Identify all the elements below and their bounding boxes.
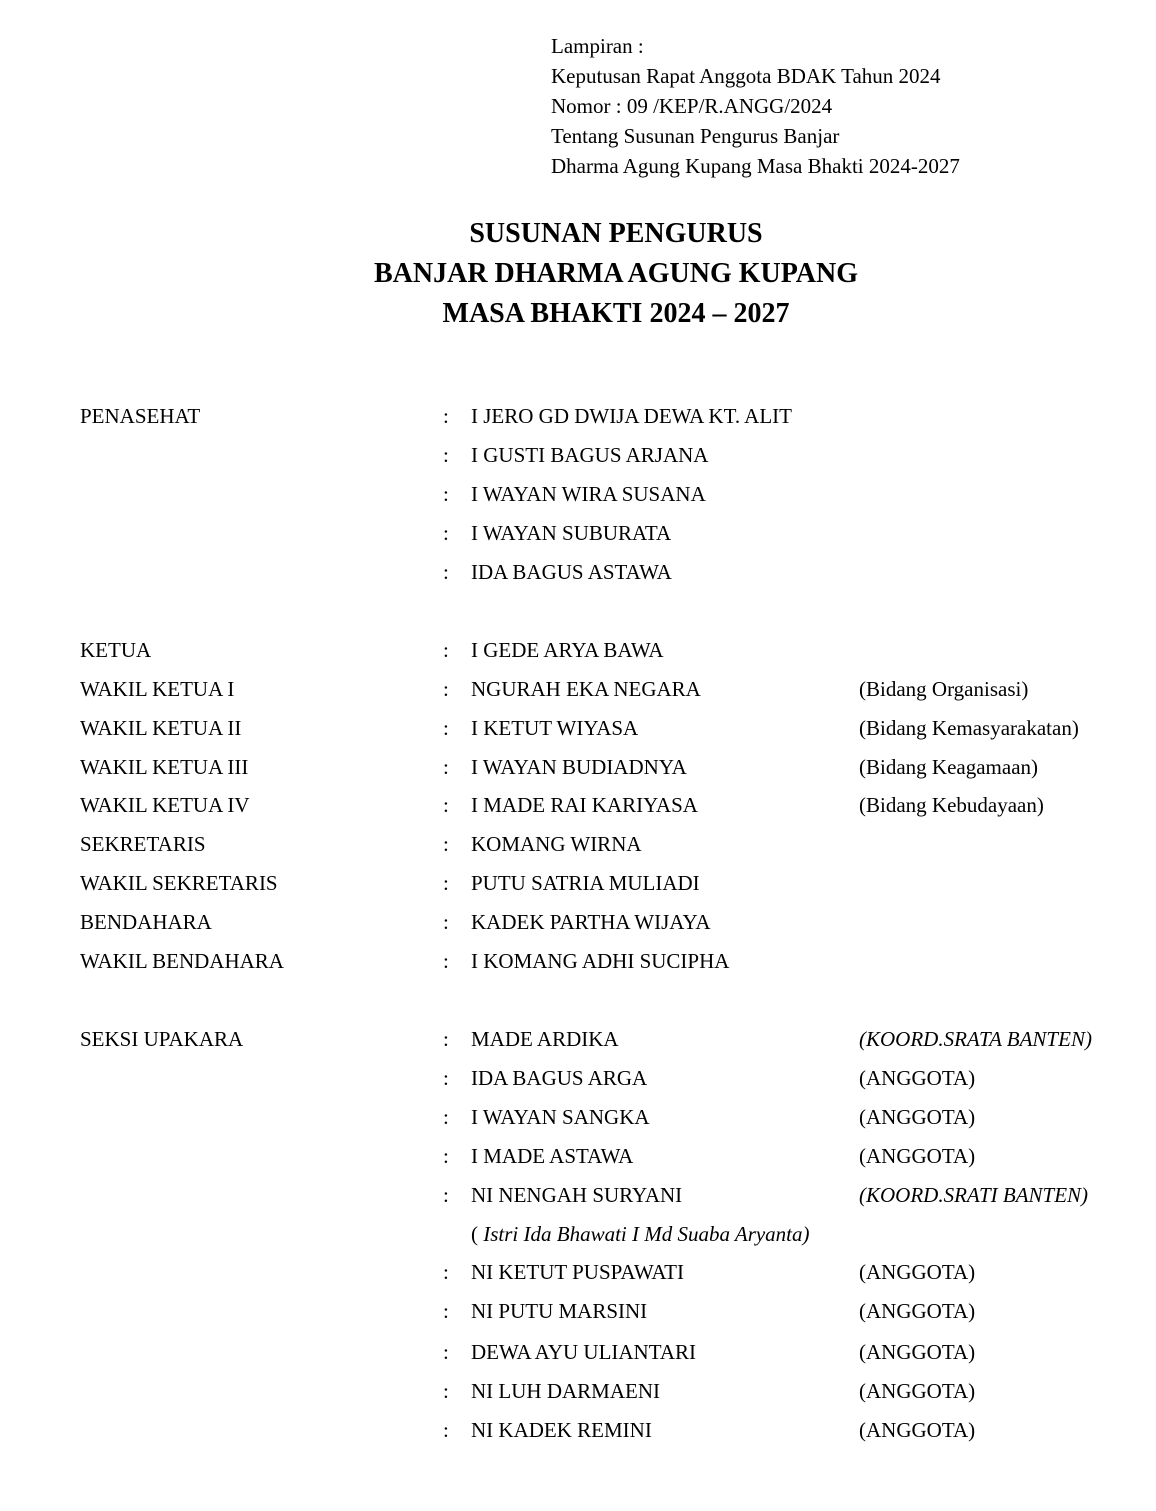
role-label: WAKIL KETUA II [80,716,242,740]
member-note: (ANGGOTA) [859,1260,976,1284]
seksi-upakara-row [0,1337,1156,1367]
member-name: I MADE RAI KARIYASA [471,793,698,817]
penasehat-row [0,557,1156,587]
title-line-1: SUSUNAN PENGURUS [469,218,763,249]
member-name: I WAYAN SANGKA [471,1105,650,1129]
colon-separator: : [443,871,449,895]
lampiran-subject-line1: Tentang Susunan Pengurus Banjar [551,124,840,148]
member-name: NGURAH EKA NEGARA [471,677,701,701]
member-name: KADEK PARTHA WIJAYA [471,910,711,934]
pengurus-row [0,635,1156,665]
member-note: (ANGGOTA) [859,1340,976,1364]
pengurus-row [0,713,1156,743]
seksi-upakara-row [0,1102,1156,1132]
member-name: I JERO GD DWIJA DEWA KT. ALIT [471,404,792,428]
member-name: I KOMANG ADHI SUCIPHA [471,949,730,973]
role-label: WAKIL BENDAHARA [80,949,284,973]
lampiran-decision: Keputusan Rapat Anggota BDAK Tahun 2024 [551,64,941,88]
member-name: I KETUT WIYASA [471,716,639,740]
pengurus-row [0,907,1156,937]
role-label: WAKIL SEKRETARIS [80,871,278,895]
member-note: (ANGGOTA) [859,1105,976,1129]
lampiran-heading: Lampiran : [551,34,644,58]
member-name: I GEDE ARYA BAWA [471,638,664,662]
member-note: (ANGGOTA) [859,1299,976,1323]
member-remark-row [0,1219,1156,1249]
pengurus-row [0,868,1156,898]
seksi-upakara-row [0,1063,1156,1093]
role-label: SEKRETARIS [80,832,206,856]
colon-separator: : [443,1066,449,1090]
colon-separator: : [443,521,449,545]
pengurus-row [0,674,1156,704]
role-label: KETUA [80,638,152,662]
colon-separator: : [443,716,449,740]
member-name: DEWA AYU ULIANTARI [471,1340,697,1364]
pengurus-row [0,946,1156,976]
penasehat-row [0,479,1156,509]
seksi-upakara-row [0,1415,1156,1445]
pengurus-row [0,829,1156,859]
remark-text: Istri Ida Bhawati I Md Suaba Aryanta) [478,1222,810,1246]
member-name: IDA BAGUS ARGA [471,1066,648,1090]
colon-separator: : [443,677,449,701]
colon-separator: : [443,832,449,856]
penasehat-row [0,518,1156,548]
colon-separator: : [443,1379,449,1403]
colon-separator: : [443,482,449,506]
member-note: (Bidang Kemasyarakatan) [859,716,1079,740]
colon-separator: : [443,560,449,584]
colon-separator: : [443,638,449,662]
colon-separator: : [443,404,449,428]
member-note: (ANGGOTA) [859,1066,976,1090]
role-label: WAKIL KETUA IV [80,793,250,817]
member-note: (ANGGOTA) [859,1379,976,1403]
colon-separator: : [443,1418,449,1442]
pengurus-row [0,752,1156,782]
member-name: KOMANG WIRNA [471,832,642,856]
role-label: PENASEHAT [80,404,201,428]
member-note: (ANGGOTA) [859,1144,976,1168]
member-name: IDA BAGUS ASTAWA [471,560,672,584]
colon-separator: : [443,910,449,934]
member-name: I WAYAN WIRA SUSANA [471,482,706,506]
member-name: I GUSTI BAGUS ARJANA [471,443,709,467]
member-name: I WAYAN BUDIADNYA [471,755,687,779]
member-note: (KOORD.SRATA BANTEN) [859,1027,1092,1051]
colon-separator: : [443,1299,449,1323]
member-note: (ANGGOTA) [859,1418,976,1442]
colon-separator: : [443,1340,449,1364]
member-note: (Bidang Organisasi) [859,677,1029,701]
member-remark [471,1219,810,1249]
role-label: WAKIL KETUA I [80,677,235,701]
member-name: PUTU SATRIA MULIADI [471,871,700,895]
colon-separator: : [443,793,449,817]
member-name: MADE ARDIKA [471,1027,619,1051]
role-label: SEKSI UPAKARA [80,1027,244,1051]
penasehat-row [0,401,1156,431]
seksi-upakara-row [0,1296,1156,1326]
member-note: (KOORD.SRATI BANTEN) [859,1183,1089,1207]
colon-separator: : [443,949,449,973]
member-note: (Bidang Keagamaan) [859,755,1039,779]
remark-open-paren: ( [471,1222,478,1246]
colon-separator: : [443,1144,449,1168]
penasehat-row [0,440,1156,470]
colon-separator: : [443,443,449,467]
member-name: NI LUH DARMAENI [471,1379,660,1403]
pengurus-row [0,790,1156,820]
seksi-upakara-row [0,1180,1156,1210]
role-label: WAKIL KETUA III [80,755,249,779]
seksi-upakara-row [0,1257,1156,1287]
colon-separator: : [443,1105,449,1129]
member-name: NI PUTU MARSINI [471,1299,648,1323]
member-name: I WAYAN SUBURATA [471,521,672,545]
title-line-2: BANJAR DHARMA AGUNG KUPANG [373,258,859,289]
member-name: NI KADEK REMINI [471,1418,652,1442]
role-label: BENDAHARA [80,910,212,934]
member-note: (Bidang Kebudayaan) [859,793,1044,817]
member-name: I MADE ASTAWA [471,1144,634,1168]
member-name: NI NENGAH SURYANI [471,1183,683,1207]
colon-separator: : [443,1260,449,1284]
lampiran-subject-line2: Dharma Agung Kupang Masa Bhakti 2024-2027 [551,154,960,178]
lampiran-number: Nomor : 09 /KEP/R.ANGG/2024 [551,94,833,118]
seksi-upakara-row [0,1024,1156,1054]
seksi-upakara-row [0,1376,1156,1406]
colon-separator: : [443,755,449,779]
member-name: NI KETUT PUSPAWATI [471,1260,685,1284]
title-line-3: MASA BHAKTI 2024 – 2027 [442,298,790,329]
seksi-upakara-row [0,1141,1156,1171]
colon-separator: : [443,1027,449,1051]
colon-separator: : [443,1183,449,1207]
